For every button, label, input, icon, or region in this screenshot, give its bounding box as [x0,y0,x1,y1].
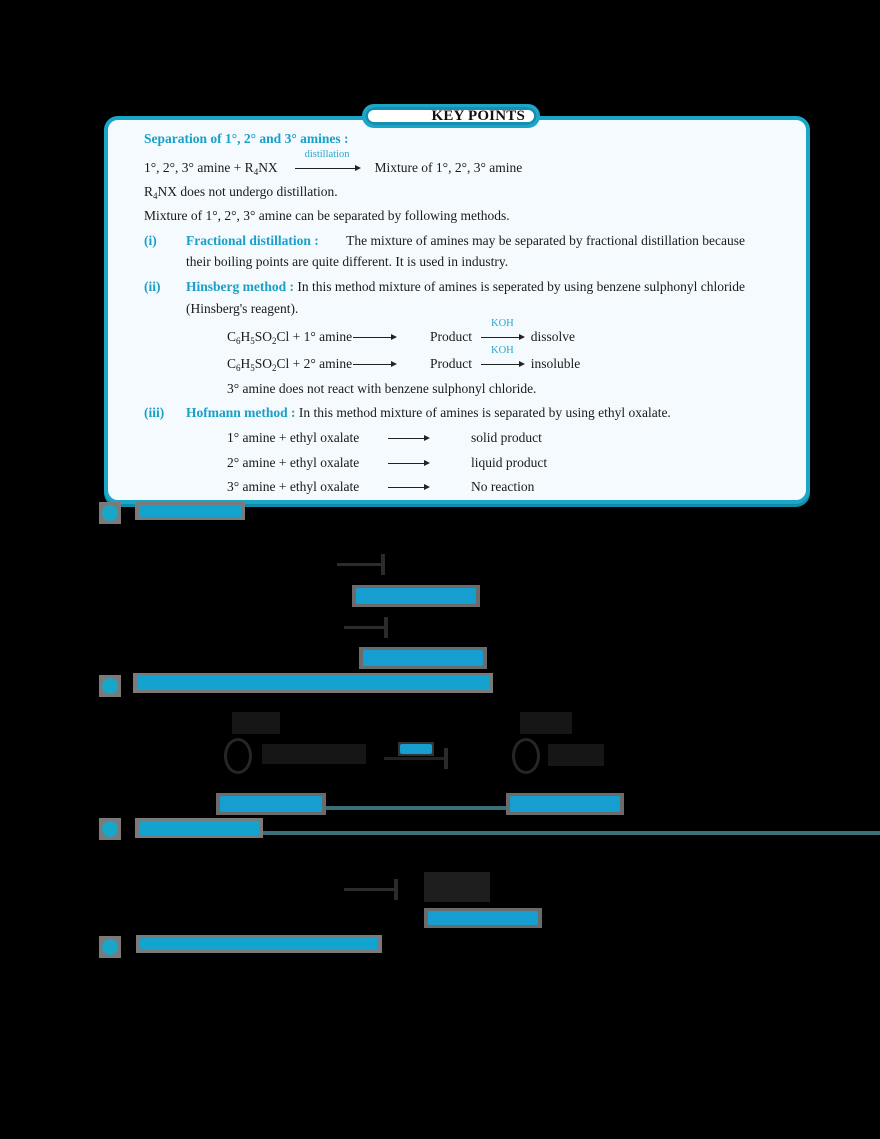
arrow-icon [481,337,523,338]
method-1-text2: their boiling points are quite different. It is used in industry. [186,254,509,269]
chem-sub: 2 [272,363,277,373]
hofmann-result-1: solid product [471,430,542,445]
hinsberg-reaction-1 [227,329,395,345]
arrow-label: distillation [304,149,350,160]
hinsberg-reaction-2 [227,356,395,372]
chem-cl: Cl + [276,356,304,371]
arrow-icon [388,438,428,439]
arrow-label: KOH [491,318,514,329]
chem-cl: Cl + [276,329,304,344]
hofmann-result-2: liquid product [471,455,548,470]
bullet-icon [99,675,121,697]
bullet-icon [99,818,121,840]
reagent-label-box [398,742,434,756]
note-text: NX does not undergo distillation. [157,184,338,199]
section-heading: Separation of 1°, 2° and 3° amines : [144,131,349,146]
hinsberg-note: 3° amine does not react with benzene sulphonyl chloride. [227,381,537,396]
bullet-icon [99,502,121,524]
method-1-name: Fractional distillation : [186,233,319,248]
benzene-ring-icon [512,738,540,774]
method-3-text: In this method mixture of amines is separated by using ethyl oxalate. [298,405,671,420]
chem-sub: 5 [250,336,255,346]
structure-block [232,712,280,734]
distillation-equation [144,149,523,177]
method-2-text: In this method mixture of amines is seperated by using benzene sulphonyl chloride [297,279,746,294]
arrow-icon [481,364,523,365]
chem-sub: 5 [250,363,255,373]
hofmann-result-3: No reaction [471,479,535,494]
bullet-icon [99,936,121,958]
hofmann-arrow-3 [388,479,428,495]
koh-arrow [481,345,523,372]
eq-sub: 4 [253,167,259,177]
result: insoluble [530,356,581,371]
heading-bar-2 [133,673,493,693]
heading-bar-1 [135,502,245,520]
note-r: R [144,184,154,199]
distillation-arrow [295,149,359,176]
method-3-number: (iii) [144,405,165,420]
reaction-arrow-icon [344,626,386,629]
heading-bar-4 [136,935,382,953]
product-label-box [359,647,487,669]
eq-product: Mixture of 1°, 2°, 3° amine [374,160,523,175]
key-points-title: KEY POINTS [362,104,540,128]
divider [326,806,506,810]
arrow-icon [353,364,395,365]
hofmann-arrow-1 [388,430,428,446]
note-r4nx [144,184,338,200]
method-2-name: Hinsberg method : [186,279,294,294]
eq-reactant-end: NX [258,160,278,175]
chem-sub: 2 [272,336,277,346]
substituent-block [262,744,366,764]
arrow-icon [388,487,428,488]
substituent-block [548,744,604,766]
amine: 1° amine [303,329,353,344]
method-3-name: Hofmann method : [186,405,296,420]
chem-sub: 6 [236,363,241,373]
method-1-line [186,233,745,249]
heading-bar-3 [135,818,263,838]
result: dissolve [530,329,576,344]
product-label-box [506,793,624,815]
eq-reactants: 1°, 2°, 3° amine + R [144,160,254,175]
chem-h: H [240,356,251,371]
hofmann-reagent-2: 2° amine + ethyl oxalate [227,455,360,470]
divider [263,831,880,835]
hofmann-reagent-3: 3° amine + ethyl oxalate [227,479,360,494]
koh-arrow [481,318,523,345]
structure-block [520,712,572,734]
chem-sub: 6 [236,336,241,346]
chem-c: C [227,329,237,344]
reaction-arrow-icon [384,757,446,760]
chem-h: H [240,329,251,344]
arrow-icon [353,337,395,338]
structure-block [424,872,490,902]
method-1-text: The mixture of amines may be separated by fractional distillation because [346,233,745,248]
method-2-number: (ii) [144,279,161,294]
hinsberg-result-1 [430,318,576,345]
method-3-line [186,405,671,421]
arrow-label: KOH [491,345,514,356]
chem-c: C [227,356,237,371]
note-sub: 4 [153,191,158,201]
amine: 2° amine [303,356,353,371]
hofmann-reagent-1: 1° amine + ethyl oxalate [227,430,360,445]
benzene-ring-icon [224,738,252,774]
reactant-label-box [216,793,326,815]
product-label-box [424,908,542,928]
product: Product [430,329,472,344]
reaction-arrow-icon [337,563,383,566]
method-1-number: (i) [144,233,157,248]
method-2-text2: (Hinsberg's reagent). [186,301,299,316]
hinsberg-result-2 [430,345,581,372]
product-label-box [352,585,480,607]
method-2-line [186,279,745,295]
chem-so: SO [254,329,273,344]
product: Product [430,356,472,371]
reaction-arrow-icon [344,888,396,891]
hofmann-arrow-2 [388,455,428,471]
chem-so: SO [254,356,273,371]
note-methods: Mixture of 1°, 2°, 3° amine can be separated by following methods. [144,208,510,223]
arrow-icon [388,463,428,464]
arrow-icon [295,168,359,169]
